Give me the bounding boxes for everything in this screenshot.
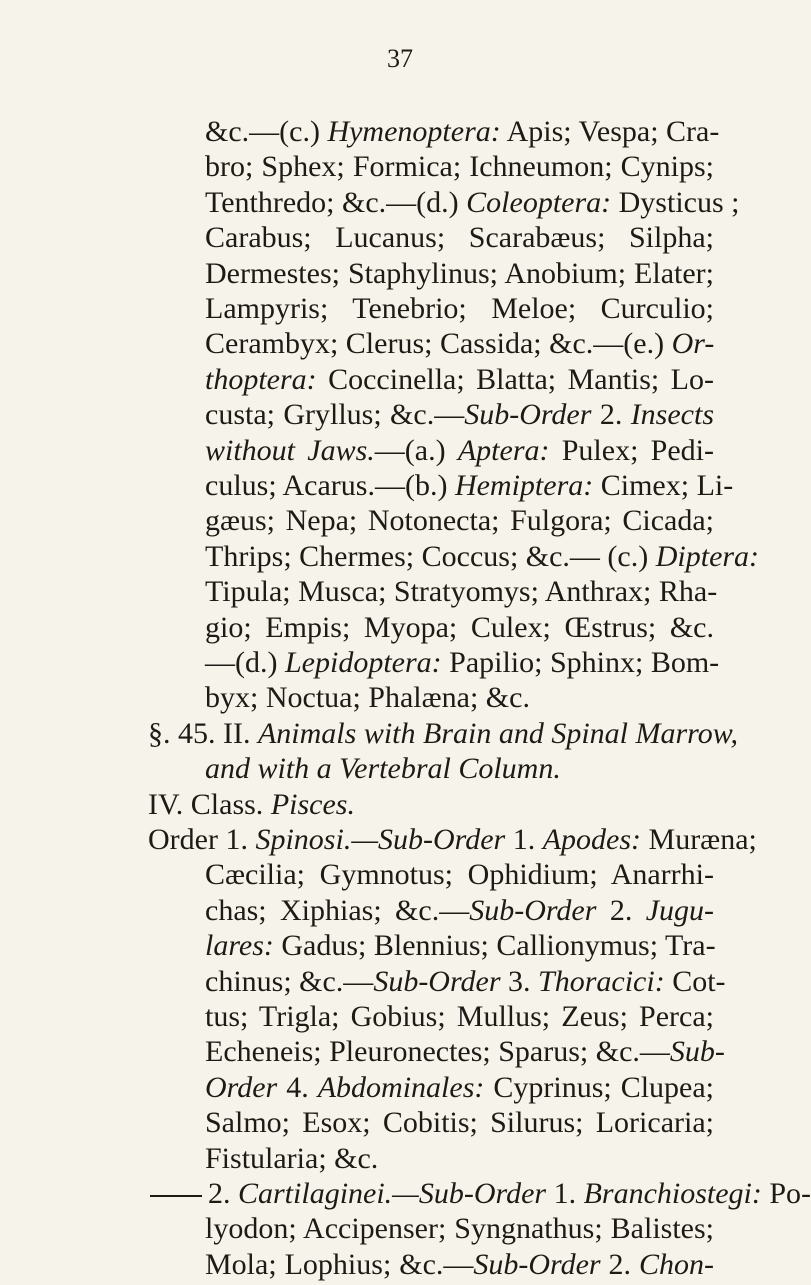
roman-text: 2. [600, 1247, 640, 1281]
text-line [205, 1068, 714, 1108]
text-line [205, 678, 530, 718]
italic-text: Lepidoptera: [284, 646, 442, 679]
roman-text: Cyprinus; Clupea; [484, 1070, 715, 1104]
text-line [205, 360, 714, 400]
italic-text: Jugu- [645, 893, 715, 927]
italic-text: Sub-Order [373, 964, 501, 998]
roman-text: Tipula; Musca; Stratyomys; Anthrax; Rha- [205, 575, 718, 609]
roman-text: 2. [596, 893, 646, 927]
roman-text: Dermestes; Staphylinus; Anobium; Elater; [205, 256, 714, 290]
roman-text: Salmo; Esox; Cobitis; Silurus; Loricaria; [205, 1106, 714, 1140]
italic-text: Pisces. [270, 787, 355, 821]
roman-text: Muræna; [641, 823, 757, 856]
roman-text: —(d.) [205, 646, 285, 679]
italic-text: Spinosi.—Sub-Order [255, 823, 506, 856]
text-line [205, 466, 734, 506]
roman-text: Cimex; Li- [593, 469, 734, 502]
roman-text: Thrips; Chermes; Coccus; &c.— (c.) [205, 539, 656, 573]
text-line [205, 395, 714, 435]
roman-text: lyodon; Accipenser; Syngnathus; Balistes; [205, 1212, 714, 1246]
roman-text: 1. [505, 823, 543, 856]
text-line [205, 608, 714, 648]
italic-text: and with a Vertebral Column. [205, 752, 561, 786]
roman-text: 2. [208, 1177, 238, 1210]
text-line [205, 643, 720, 683]
roman-text: Apis; Vespa; Cra- [500, 115, 720, 148]
italic-text: Sub-Order [464, 398, 592, 432]
italic-text: Hymenoptera: [327, 115, 501, 148]
italic-text: Insects [630, 398, 714, 432]
italic-text: Diptera: [655, 539, 760, 573]
roman-text: Cot- [664, 964, 726, 998]
italic-text: without Jaws. [205, 433, 375, 467]
roman-text: Lampyris; Tenebrio; Meloe; Curculio; [205, 292, 714, 325]
roman-text: Cæcilia; Gymnotus; Ophidium; Anarrhi- [205, 858, 714, 892]
text-line [148, 714, 739, 754]
italic-text: Branchiostegi: [583, 1177, 762, 1210]
roman-text: 3. [500, 964, 539, 998]
text-line [205, 1139, 420, 1179]
roman-text: byx; Noctua; Phalæna; &c. [205, 681, 530, 715]
roman-text: culus; Acarus.—(b.) [205, 469, 455, 502]
text-line [205, 289, 714, 329]
text-line [205, 147, 714, 187]
roman-text: Mola; Lophius; &c.— [205, 1247, 474, 1281]
text-line [205, 254, 714, 294]
roman-text: gio; Empis; Myopa; Culex; Œstrus; &c. [205, 610, 714, 644]
roman-text: Dysticus ; [611, 185, 740, 219]
text-line [205, 962, 726, 1002]
italic-text: Sub-Order [473, 1247, 601, 1281]
text-line [205, 855, 714, 895]
italic-text: Or- [671, 327, 715, 361]
italic-text: Thoracici: [538, 964, 665, 998]
roman-text: Cerambyx; Clerus; Cassida; &c.—(e.) [205, 327, 672, 361]
text-line [205, 749, 640, 789]
roman-text: 4. [277, 1070, 318, 1104]
italic-text: lares: [205, 929, 274, 963]
text-line [205, 891, 714, 931]
roman-text: Pulex; Pedi- [549, 433, 715, 467]
italic-text: Coleoptera: [466, 185, 612, 219]
text-line [205, 324, 714, 364]
text-line [205, 183, 740, 223]
italic-text: Animals with Brain and Spinal Marrow, [257, 716, 739, 750]
roman-text: tus; Trigla; Gobius; Mullus; Zeus; Perca; [205, 1000, 714, 1033]
text-line [205, 572, 718, 612]
roman-text: Po- [761, 1177, 811, 1210]
roman-text: custa; Gryllus; &c.— [205, 398, 465, 432]
roman-text: 2. [591, 398, 631, 432]
roman-text: Coccinella; Blatta; Mantis; Lo- [316, 362, 714, 396]
roman-text: chas; Xiphias; &c.— [205, 893, 470, 927]
roman-text: Carabus; Lucanus; Scarabæus; Silpha; [205, 221, 714, 255]
roman-text: chinus; &c.— [205, 964, 374, 998]
italic-text: Order [205, 1070, 278, 1104]
roman-text: 1. [546, 1177, 584, 1210]
roman-text: bro; Sphex; Formica; Ichneumon; Cynips; [205, 150, 714, 184]
page-number: 37 [387, 44, 413, 73]
italic-text: Sub-Order [469, 893, 597, 927]
italic-text: Apodes: [542, 823, 642, 856]
text-line [205, 537, 760, 577]
text-line [205, 926, 714, 966]
text-line [205, 1209, 714, 1249]
text-line [150, 1174, 811, 1214]
text-line [205, 501, 714, 541]
roman-text: —(a.) [374, 433, 458, 467]
text-line [205, 431, 714, 471]
italic-text: Abdominales: [317, 1070, 485, 1104]
text-line [205, 218, 714, 258]
italic-text: Hemiptera: [454, 469, 594, 502]
text-line [205, 997, 714, 1037]
roman-text: Tenthredo; &c.—(d.) [205, 185, 467, 219]
ditto-dash-rule [150, 1195, 202, 1197]
roman-text: gæus; Nepa; Notonecta; Fulgora; Cicada; [205, 504, 714, 538]
text-line [205, 1245, 714, 1285]
italic-text: thoptera: [205, 362, 317, 396]
text-line [148, 820, 757, 860]
italic-text: Sub- [669, 1035, 725, 1069]
roman-text: §. 45. II. [148, 716, 258, 750]
roman-text: &c.—(c.) [205, 115, 328, 148]
roman-text: Gadus; Blennius; Callionymus; Tra- [273, 929, 716, 963]
text-line [205, 1103, 714, 1143]
italic-text: Cartilaginei.—Sub-Order [238, 1177, 547, 1210]
italic-text: Aptera: [457, 433, 550, 467]
text-line [205, 112, 720, 152]
roman-text: Order 1. [148, 823, 256, 856]
roman-text: Echeneis; Pleuronectes; Sparus; &c.— [205, 1035, 670, 1069]
roman-text: IV. Class. [148, 787, 271, 821]
roman-text: Fistularia; &c. [205, 1141, 379, 1175]
italic-text: Chon- [639, 1247, 715, 1281]
text-line [205, 1032, 725, 1072]
text-line [148, 785, 500, 825]
roman-text: Papilio; Sphinx; Bom- [441, 646, 720, 679]
